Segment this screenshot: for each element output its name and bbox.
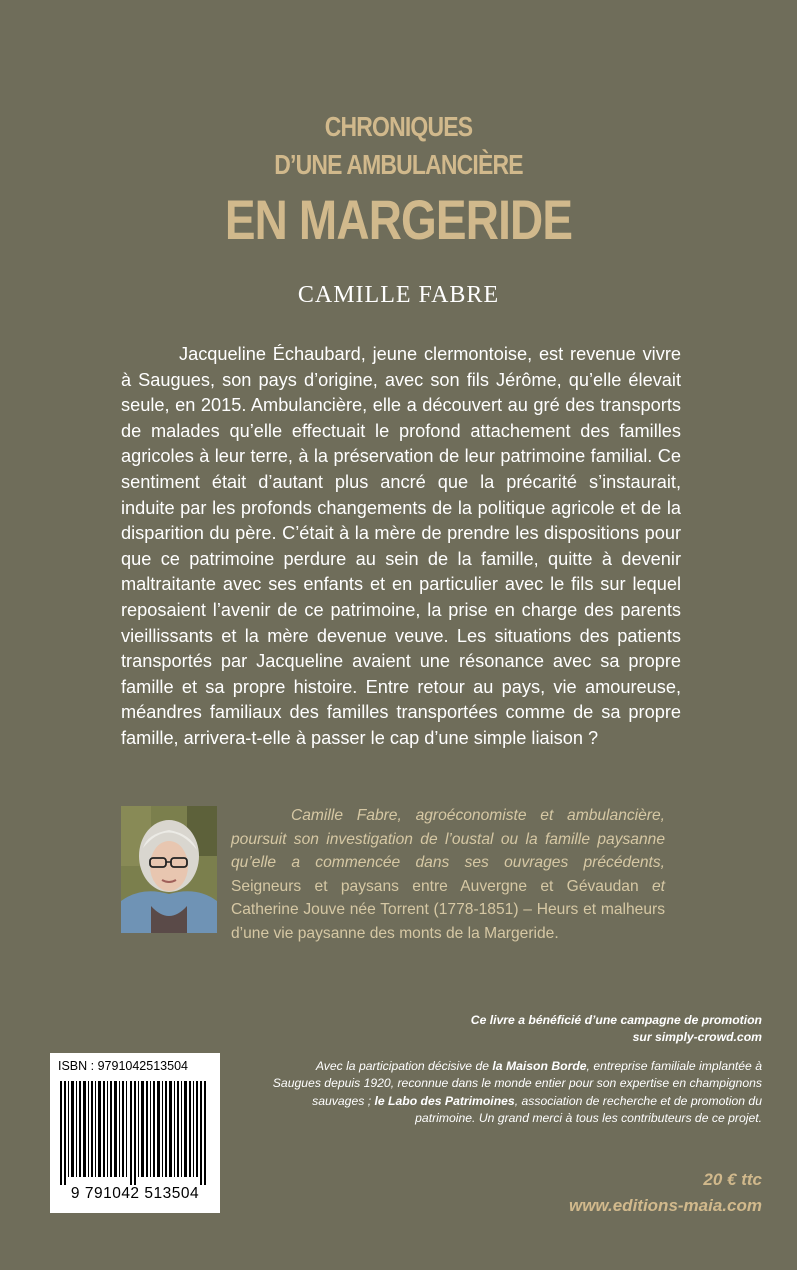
partners-text-2: , entreprise familiale implantée à Saugues depuis 1920, reconnue dans le monde entier pour son expertise en champignons sauvages ;	[272, 1059, 762, 1108]
back-cover-blurb: Jacqueline Échaubard, jeune clermontoise, est revenue vivre à Saugues, son pays d’origine, avec son fils Jérôme, qu’elle élevait seule, en 2015. Ambulancière, elle a découvert au gré des transports de malades qu’elle effectuait le profond attachement des familles agricoles à leur terre, à la préservation de leur patrimoine familial. Ce sentiment était d’autant plus ancré que la précarité s’instaurait, induite par les profonds changements de la politique agricole et de la disparition du père. C’était à la mère de prendre les dispositions pour que ce patrimoine perdure au sein de la famille, quitte à devenir maltraitante avec ses enfants et en particulier avec le fils sur lequel reposaient l’avenir de ce patrimoine, la prise en charge des parents vieillissants et la mère devenue veuve. Les situations des patients transportés par Jacqueline avaient une résonance avec sa propre famille et sa propre histoire. Entre retour au pays, vie amoureuse, méandres familiaux des familles transportées comme de sa propre famille, arrivera-t-elle à passer le cap d’une simple liaison ?	[121, 344, 681, 748]
barcode-digits: 9 791042 513504	[70, 1185, 200, 1202]
bio-book-1: Seigneurs et paysans entre Auvergne et Gévaudan	[231, 877, 639, 895]
bio-intro: Camille Fabre, agroéconomiste et ambulancière, poursuit son investigation de l’oustal ou la famille paysanne qu’elle a commencée dans ses ouvrages précédents,	[231, 807, 665, 872]
title-line-1: CHRONIQUES	[324, 111, 473, 142]
partner-maison-borde: la Maison Borde	[492, 1059, 587, 1073]
bio-book-2: Catherine Jouve née Torrent (1778-1851) – Heurs et malheurs d’une vie paysanne des monts de la Margeride.	[231, 901, 665, 942]
author-bio	[121, 804, 665, 946]
partners-text-1: Avec la participation décisive de	[315, 1059, 493, 1073]
bio-connector: et	[651, 877, 665, 895]
isbn-label: ISBN : 9791042513504	[58, 1059, 188, 1073]
book-title	[0, 108, 797, 252]
promo-line-1: Ce livre a bénéficié d’une campagne de promotion	[470, 1013, 762, 1027]
title-line-3: EN MARGERIDE	[224, 188, 573, 251]
author-name: CAMILLE FABRE	[297, 282, 500, 308]
barcode-bars	[58, 1081, 212, 1185]
partners-note	[272, 1058, 762, 1128]
partners-text-3: , association de recherche et de promotion du patrimoine. Un grand merci à tous les contributeurs de ce projet.	[415, 1093, 762, 1126]
promotion-note	[362, 1012, 762, 1046]
title-line-2: D’UNE AMBULANCIÈRE	[274, 149, 523, 180]
promo-line-2: sur simply-crowd.com	[632, 1030, 762, 1044]
price: 20 € ttc	[703, 1170, 762, 1189]
partner-labo-patrimoines: le Labo des Patrimoines	[374, 1093, 515, 1108]
barcode-block	[50, 1053, 220, 1213]
publisher-website: www.editions-maia.com	[568, 1196, 762, 1215]
